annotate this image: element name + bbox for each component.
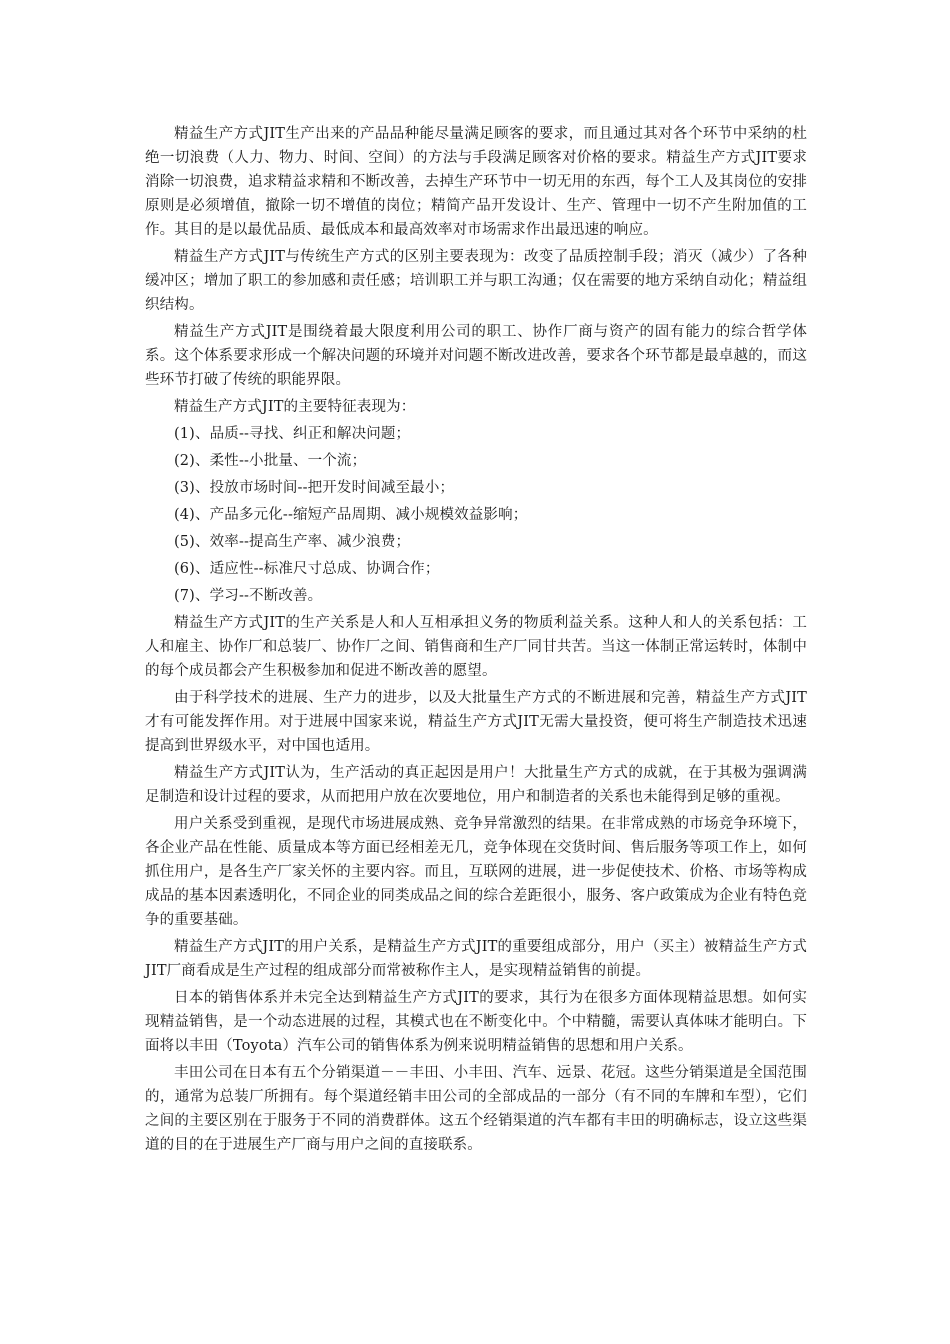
paragraph: 精益生产方式JIT认为，生产活动的真正起因是用户！大批量生产方式的成就，在于其极为强调满足制造和设计过程的要求，从而把用户放在次要地位，用户和制造者的关系也未能得到足够的重视。 xyxy=(145,765,807,805)
paragraph: 精益生产方式JIT的生产关系是人和人互相承担义务的物质利益关系。这种人和人的关系包括：工人和雇主、协作厂和总装厂、协作厂之间、销售商和生产厂同甘共苦。当这一体制正常运转时，体制中的每个成员都会产生积极参加和促进不断改善的愿望。 xyxy=(145,615,807,679)
paragraph: 丰田公司在日本有五个分销渠道－－丰田、小丰田、汽车、远景、花冠。这些分销渠道是全国范围的，通常为总装厂所拥有。每个渠道经销丰田公司的全部成品的一部分（有不同的车牌和车型），它们之间的主要区别在于服务于不同的消费群体。这五个经销渠道的汽车都有丰田的明确标志，设立这些渠道的目的在于进展生产厂商与用户之间的直接联系。 xyxy=(145,1065,807,1153)
paragraph: 精益生产方式JIT的用户关系，是精益生产方式JIT的重要组成部分，用户（买主）被精益生产方式JIT厂商看成是生产过程的组成部分而常被称作主人，是实现精益销售的前提。 xyxy=(145,939,807,979)
list-item: (4)、产品多元化--缩短产品周期、减小规模效益影响； xyxy=(174,507,528,523)
list-item: (6)、适应性--标准尺寸总成、协调合作； xyxy=(174,561,440,577)
list-item: (1)、品质--寻找、纠正和解决问题； xyxy=(174,426,411,442)
list-item: (5)、效率--提高生产率、减少浪费； xyxy=(174,534,411,550)
paragraph: 精益生产方式JIT是围绕着最大限度利用公司的职工、协作厂商与资产的固有能力的综合哲学体系。这个体系要求形成一个解决问题的环境并对问题不断改进改善，要求各个环节都是最卓越的，而这些环节打破了传统的职能界限。 xyxy=(145,324,807,388)
paragraph: 精益生产方式JIT的主要特征表现为： xyxy=(174,399,416,415)
list-item: (7)、学习--不断改善。 xyxy=(174,588,323,604)
paragraph: 日本的销售体系并未完全达到精益生产方式JIT的要求，其行为在很多方面体现精益思想。如何实现精益销售，是一个动态进展的过程，其模式也在不断变化中。个中精髓，需要认真体味才能明白。下面将以丰田（Toyota）汽车公司的销售体系为例来说明精益销售的思想和用户关系。 xyxy=(145,990,807,1054)
paragraph: 用户关系受到重视，是现代市场进展成熟、竞争异常激烈的结果。在非常成熟的市场竞争环境下，各企业产品在性能、质量成本等方面已经相差无几，竞争体现在交货时间、售后服务等项工作上，如何抓住用户，是各生产厂家关怀的主要内容。而且，互联网的进展，进一步促使技术、价格、市场等构成成品的基本因素透明化，不同企业的同类成品之间的综合差距很小，服务、客户政策成为企业有特色竞争的重要基础。 xyxy=(145,816,807,928)
paragraph: 由于科学技术的进展、生产力的进步，以及大批量生产方式的不断进展和完善，精益生产方式JIT才有可能发挥作用。对于进展中国家来说，精益生产方式JIT无需大量投资，便可将生产制造技术迅速提高到世界级水平，对中国也适用。 xyxy=(145,690,807,754)
list-item: (2)、柔性--小批量、一个流； xyxy=(174,453,367,469)
paragraph: 精益生产方式JIT生产出来的产品品种能尽量满足顾客的要求，而且通过其对各个环节中采纳的杜绝一切浪费（人力、物力、时间、空间）的方法与手段满足顾客对价格的要求。精益生产方式JIT要求消除一切浪费，追求精益求精和不断改善，去掉生产环节中一切无用的东西，每个工人及其岗位的安排原则是必须增值，撤除一切不增值的岗位；精简产品开发设计、生产、管理中一切不产生附加值的工作。其目的是以最优品质、最低成本和最高效率对市场需求作出最迅速的响应。 xyxy=(145,126,807,238)
list-item: (3)、投放市场时间--把开发时间减至最小； xyxy=(174,480,455,496)
paragraph: 精益生产方式JIT与传统生产方式的区别主要表现为：改变了品质控制手段；消灭（减少）了各种缓冲区；增加了职工的参加感和责任感；培训职工并与职工沟通；仅在需要的地方采纳自动化；精益组织结构。 xyxy=(145,249,807,313)
feature-list xyxy=(145,422,807,608)
document-body xyxy=(145,122,807,1160)
